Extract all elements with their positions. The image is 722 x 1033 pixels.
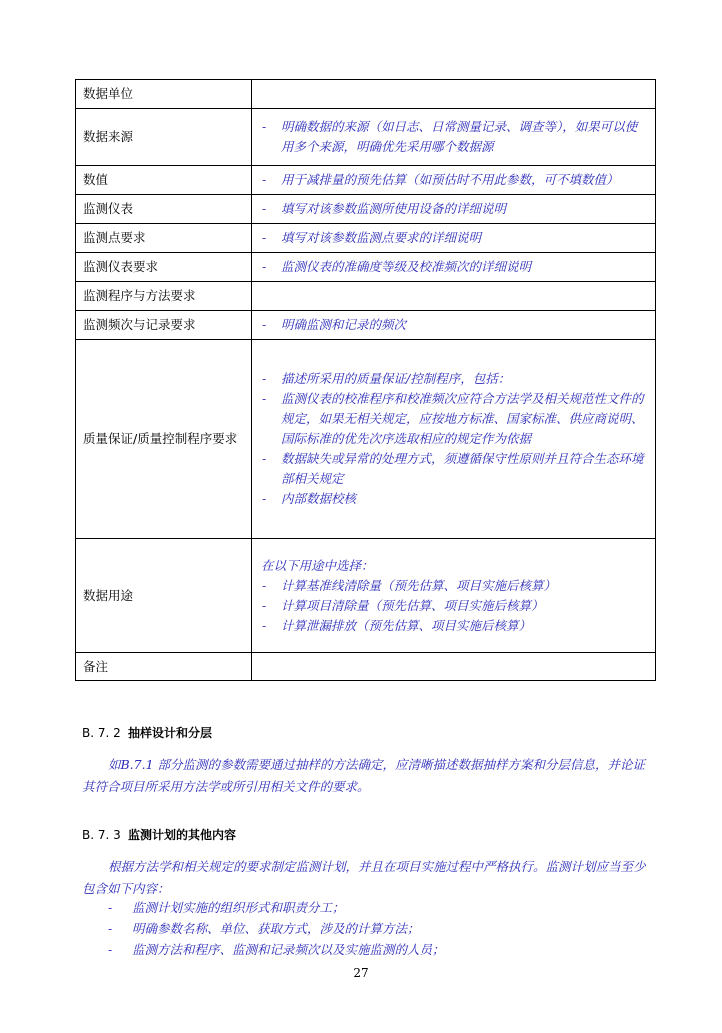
row-desc: [252, 282, 656, 311]
paragraph-text: 根据方法学和相关规定的要求制定监测计划，并且在项目实施过程中严格执行。监测计划应当至少包含如下内容：: [82, 859, 646, 896]
desc-text: 明确监测和记录的频次: [281, 317, 407, 332]
table-row: [76, 253, 656, 282]
section-heading-b72: [82, 724, 212, 741]
parameter-table: [75, 79, 656, 681]
desc-text: 计算泄漏排放（预先估算、项目实施后核算）: [281, 617, 532, 633]
bullet-dash: -: [262, 259, 267, 274]
bullet-dash: -: [108, 942, 113, 957]
monitoring-plan-list: [108, 897, 648, 960]
row-label: 备注: [76, 653, 252, 681]
bullet-dash: -: [262, 617, 267, 633]
table-row: [76, 653, 656, 681]
row-label: 监测程序与方法要求: [76, 282, 252, 311]
table-row: [76, 80, 656, 109]
desc-text: 内部数据校核: [281, 491, 357, 506]
list-item-text: 监测计划实施的组织形式和职责分工；: [132, 900, 345, 915]
section-title: 监测计划的其他内容: [128, 828, 237, 842]
desc-text: 监测仪表的校准程序和校准频次应符合方法学及相关规范性文件的规定，如果无相关规定，应按地方标准、国家标准、供应商说明、国际标准的优先次序选取相应的规定作为依据: [281, 391, 644, 446]
list-item-text: 监测方法和程序、监测和记录频次以及实施监测的人员；: [132, 942, 445, 957]
table-row: [76, 224, 656, 253]
row-label: 数值: [76, 166, 252, 195]
bullet-dash: -: [262, 230, 267, 245]
page-number: 27: [353, 966, 369, 980]
row-label: 监测仪表: [76, 195, 252, 224]
table-row: [76, 109, 656, 166]
bullet-dash: -: [262, 201, 267, 216]
bullet-dash: -: [262, 172, 267, 187]
bullet-dash: -: [262, 597, 267, 613]
list-item: [108, 918, 648, 939]
desc-text: 计算基准线清除量（预先估算、项目实施后核算）: [281, 577, 557, 593]
row-label: 质量保证/质量控制程序要求: [76, 340, 252, 539]
list-item: [108, 897, 648, 918]
desc-text: 填写对该参数监测点要求的详细说明: [281, 230, 482, 245]
row-desc: [252, 195, 656, 224]
bullet-dash: -: [108, 900, 113, 915]
table-row: [76, 539, 656, 653]
desc-text: 用于减排量的预先估算（如预估时不用此参数，可不填数值）: [281, 172, 619, 187]
row-label: 数据来源: [76, 109, 252, 166]
section-heading-b73: [82, 826, 236, 843]
row-desc: [252, 80, 656, 109]
row-desc: [252, 340, 656, 539]
list-item: [108, 939, 648, 960]
row-label: 数据单位: [76, 80, 252, 109]
table-row: [76, 311, 656, 340]
row-label: 监测仪表要求: [76, 253, 252, 282]
row-desc: [252, 539, 656, 653]
desc-text: 计算项目清除量（预先估算、项目实施后核算）: [281, 597, 544, 613]
section-paragraph-b72: [82, 754, 652, 798]
desc-text: 填写对该参数监测所使用设备的详细说明: [281, 201, 507, 216]
bullet-dash: -: [262, 119, 267, 134]
section-paragraph-b73: [82, 856, 652, 900]
section-number: B. 7. 2: [82, 726, 121, 740]
row-label: 数据用途: [76, 539, 252, 653]
list-item-text: 明确参数名称、单位、获取方式，涉及的计算方法；: [132, 921, 420, 936]
desc-text: 描述所采用的质量保证/控制程序，包括：: [281, 371, 511, 386]
bullet-dash: -: [262, 577, 267, 593]
section-title: 抽样设计和分层: [128, 726, 213, 740]
desc-text: 监测仪表的准确度等级及校准频次的详细说明: [281, 259, 532, 274]
bullet-dash: -: [262, 317, 267, 332]
section-number: B. 7. 3: [82, 828, 121, 842]
row-label: 监测点要求: [76, 224, 252, 253]
desc-text: 明确数据的来源（如日志、日常测量记录、调查等），如果可以使用多个来源，明确优先采用哪个数据源: [281, 119, 638, 154]
row-desc: [252, 253, 656, 282]
table-row: [76, 166, 656, 195]
row-label: 监测频次与记录要求: [76, 311, 252, 340]
desc-text: 数据缺失或异常的处理方式，须遵循保守性原则并且符合生态环境部相关规定: [281, 451, 644, 486]
row-desc: [252, 653, 656, 681]
bullet-dash: -: [262, 391, 267, 406]
row-desc: [252, 109, 656, 166]
row-desc: [252, 166, 656, 195]
bullet-dash: -: [262, 491, 267, 506]
row-desc: [252, 224, 656, 253]
desc-intro: 在以下用途中选择：: [261, 557, 374, 573]
table-row: [76, 340, 656, 539]
bullet-dash: -: [262, 371, 267, 386]
paragraph-text: 如B.7.1 部分监测的参数需要通过抽样的方法确定，应清晰描述数据抽样方案和分层信息，并论证其符合项目所采用方法学或所引用相关文件的要求。: [82, 757, 646, 794]
bullet-dash: -: [262, 451, 267, 466]
bullet-dash: -: [108, 921, 113, 936]
table-row: [76, 282, 656, 311]
row-desc: [252, 311, 656, 340]
table-row: [76, 195, 656, 224]
